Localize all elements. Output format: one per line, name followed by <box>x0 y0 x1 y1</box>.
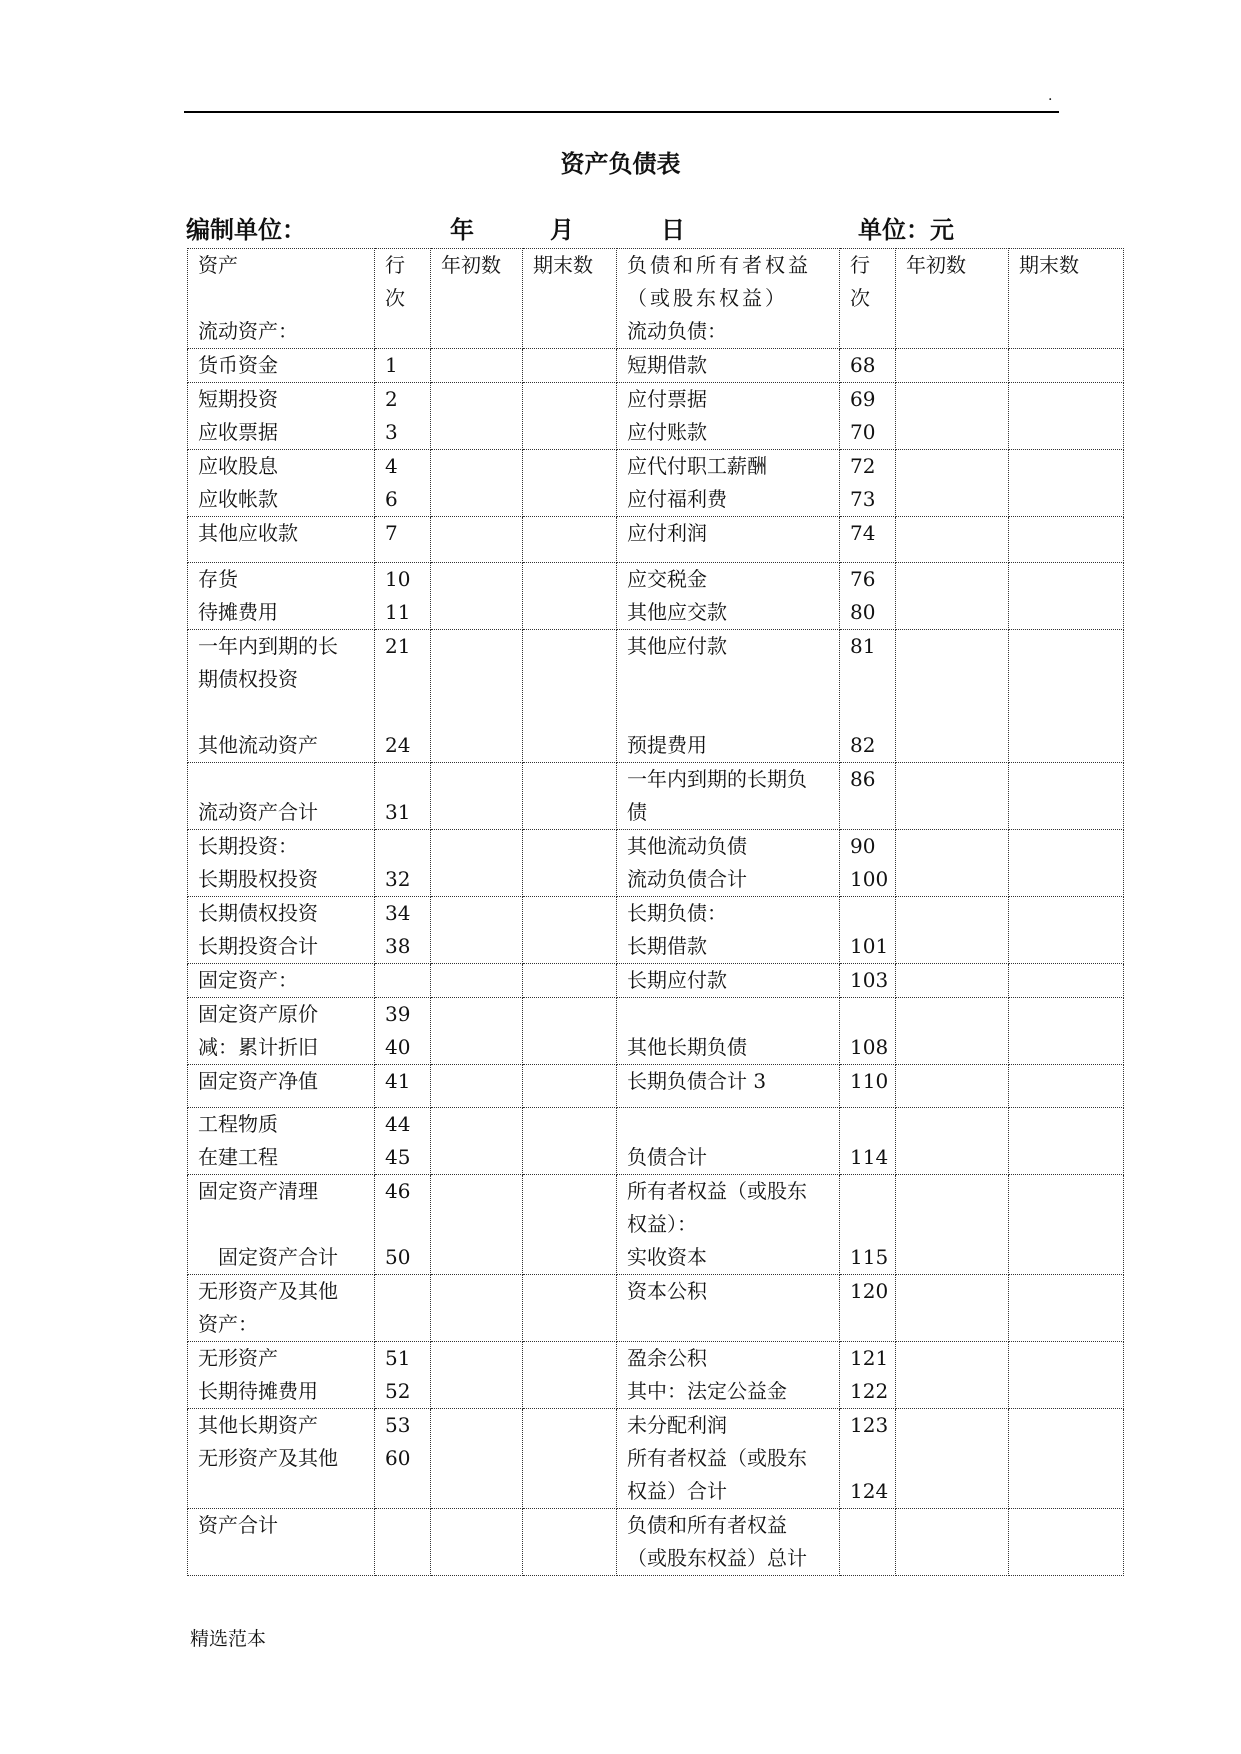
liability-closing-cell <box>1009 383 1124 450</box>
liability-opening-cell <box>896 1342 1009 1409</box>
liability-name-cell <box>617 349 840 383</box>
table-row <box>188 1342 1124 1409</box>
header-opening-2: 年初数 <box>906 253 966 277</box>
table-row <box>188 349 1124 383</box>
header-liabilities: 负债和所有者权益 （或股东权益） <box>627 253 811 310</box>
liability-line-no-cell <box>840 383 896 450</box>
asset-opening-cell <box>431 1509 523 1576</box>
liability-opening-cell <box>896 517 1009 563</box>
page-title: 资产负债表 <box>560 150 681 178</box>
asset-line-no-cell <box>375 1275 431 1342</box>
asset-line-no-cell <box>375 563 431 630</box>
line-number: 69 70 <box>850 387 876 444</box>
asset-item: 固定资产原价 减：累计折旧 <box>198 1002 318 1059</box>
asset-line-no-cell <box>375 450 431 517</box>
liability-closing-cell <box>1009 1108 1124 1175</box>
liability-name-cell <box>617 1175 840 1275</box>
liability-closing-cell <box>1009 763 1124 830</box>
liability-line-no-cell <box>840 830 896 897</box>
asset-opening-cell <box>431 517 523 563</box>
liability-item: 应代付职工薪酬 应付福利费 <box>627 454 767 511</box>
unit-label: 单位：元 <box>858 216 954 244</box>
liability-opening-cell <box>896 964 1009 998</box>
asset-name-cell <box>188 450 375 517</box>
asset-item: 货币资金 <box>198 353 278 377</box>
asset-closing-cell <box>523 1275 617 1342</box>
liability-line-no-cell <box>840 1275 896 1342</box>
liability-item: 负债合计 <box>627 1145 707 1169</box>
liability-name-cell <box>617 450 840 517</box>
liability-line-no-cell <box>840 1175 896 1275</box>
asset-name-cell <box>188 964 375 998</box>
liability-opening-cell <box>896 349 1009 383</box>
liability-closing-cell <box>1009 450 1124 517</box>
liability-item: 其他流动负债 流动负债合计 <box>627 834 747 891</box>
asset-line-no-cell <box>375 964 431 998</box>
liability-opening-cell <box>896 450 1009 517</box>
liability-closing-cell <box>1009 1409 1124 1509</box>
liability-item: 未分配利润 所有者权益（或股东 权益）合计 <box>627 1413 807 1503</box>
line-number: 108 <box>850 1035 889 1059</box>
line-number: 76 80 <box>850 567 876 624</box>
asset-item: 无形资产 长期待摊费用 <box>198 1346 318 1403</box>
liability-closing-cell <box>1009 630 1124 763</box>
liability-name-cell <box>617 1509 840 1576</box>
asset-name-cell <box>188 630 375 763</box>
liability-item: 一年内到期的长期负 债 <box>627 767 807 824</box>
asset-name-cell <box>188 1108 375 1175</box>
asset-item: 其他长期资产 无形资产及其他 <box>198 1413 338 1470</box>
liability-closing-cell <box>1009 964 1124 998</box>
line-number: 90 100 <box>850 834 889 891</box>
month-label: 月 <box>550 216 574 244</box>
liability-opening-cell <box>896 897 1009 964</box>
balance-sheet-table <box>187 248 1124 1576</box>
liability-name-cell <box>617 830 840 897</box>
liability-line-no-cell <box>840 897 896 964</box>
liability-item: 长期应付款 <box>627 968 727 992</box>
liability-line-no-cell <box>840 563 896 630</box>
line-number: 34 38 <box>385 901 411 958</box>
asset-closing-cell <box>523 630 617 763</box>
liability-name-cell <box>617 1275 840 1342</box>
liability-closing-cell <box>1009 1275 1124 1342</box>
header-line-no: 行 次 <box>385 253 405 310</box>
asset-opening-cell <box>431 630 523 763</box>
asset-opening-cell <box>431 1409 523 1509</box>
liability-line-no-cell <box>840 1342 896 1409</box>
asset-closing-cell <box>523 1409 617 1509</box>
liability-line-no-cell <box>840 998 896 1065</box>
asset-item: 一年内到期的长 期债权投资 其他流动资产 <box>198 634 338 757</box>
asset-item: 固定资产： <box>198 968 298 992</box>
line-number: 53 60 <box>385 1413 411 1470</box>
asset-name-cell <box>188 1275 375 1342</box>
line-number: 121 122 <box>850 1346 889 1403</box>
asset-opening-cell <box>431 998 523 1065</box>
table-row <box>188 1409 1124 1509</box>
table-row <box>188 763 1124 830</box>
line-number: 31 <box>385 800 411 824</box>
table-row <box>188 897 1124 964</box>
line-number: 44 45 <box>385 1112 411 1169</box>
asset-line-no-cell <box>375 630 431 763</box>
liability-name-cell <box>617 383 840 450</box>
table-row <box>188 1108 1124 1175</box>
header-opening: 年初数 <box>441 253 501 277</box>
asset-opening-cell <box>431 1342 523 1409</box>
asset-line-no-cell <box>375 383 431 450</box>
asset-opening-cell <box>431 1175 523 1275</box>
current-liabilities-heading: 流动负债： <box>627 319 727 343</box>
table-row <box>188 630 1124 763</box>
liability-line-no-cell <box>840 763 896 830</box>
liability-opening-cell <box>896 998 1009 1065</box>
asset-name-cell <box>188 383 375 450</box>
line-number: 103 <box>850 968 889 992</box>
table-row <box>188 998 1124 1065</box>
asset-closing-cell <box>523 830 617 897</box>
year-label: 年 <box>450 216 474 244</box>
liability-closing-cell <box>1009 1342 1124 1409</box>
liability-closing-cell <box>1009 1065 1124 1108</box>
liability-line-no-cell <box>840 630 896 763</box>
compiler-label: 编制单位： <box>186 216 306 244</box>
asset-name-cell <box>188 998 375 1065</box>
asset-item: 长期投资： 长期股权投资 <box>198 834 318 891</box>
liability-line-no-cell <box>840 517 896 563</box>
asset-item: 工程物质 在建工程 <box>198 1112 278 1169</box>
header-cell-opening-2 <box>896 249 1009 349</box>
asset-opening-cell <box>431 563 523 630</box>
asset-closing-cell <box>523 1108 617 1175</box>
asset-line-no-cell <box>375 1065 431 1108</box>
table-row <box>188 1175 1124 1275</box>
liability-opening-cell <box>896 1275 1009 1342</box>
liability-name-cell <box>617 563 840 630</box>
liability-closing-cell <box>1009 563 1124 630</box>
asset-closing-cell <box>523 349 617 383</box>
header-cell-line-no <box>375 249 431 349</box>
asset-line-no-cell <box>375 897 431 964</box>
asset-name-cell <box>188 563 375 630</box>
liability-line-no-cell <box>840 1509 896 1576</box>
table-row <box>188 964 1124 998</box>
liability-opening-cell <box>896 1509 1009 1576</box>
table-row <box>188 383 1124 450</box>
liability-line-no-cell <box>840 1409 896 1509</box>
line-number: 123 124 <box>850 1413 889 1503</box>
line-number: 51 52 <box>385 1346 411 1403</box>
liability-closing-cell <box>1009 1509 1124 1576</box>
asset-closing-cell <box>523 1509 617 1576</box>
header-cell-line-no-2 <box>840 249 896 349</box>
header-closing-2: 期末数 <box>1019 253 1079 277</box>
asset-line-no-cell <box>375 517 431 563</box>
header-cell-liabilities <box>617 249 840 349</box>
liability-opening-cell <box>896 1108 1009 1175</box>
line-number: 72 73 <box>850 454 876 511</box>
asset-item: 固定资产清理 固定资产合计 <box>198 1179 338 1269</box>
table-row <box>188 517 1124 563</box>
liability-item: 负债和所有者权益 （或股东权益）总计 <box>627 1513 807 1570</box>
liability-name-cell <box>617 763 840 830</box>
asset-closing-cell <box>523 1175 617 1275</box>
header-assets: 资产 <box>198 253 238 277</box>
line-number: 46 50 <box>385 1179 411 1269</box>
footer-note: 精选范本 <box>190 1628 267 1650</box>
liability-item: 所有者权益（或股东 权益）： 实收资本 <box>627 1179 807 1269</box>
asset-line-no-cell <box>375 349 431 383</box>
line-number: 1 <box>385 353 398 377</box>
line-number: 74 <box>850 521 876 545</box>
asset-opening-cell <box>431 1275 523 1342</box>
asset-closing-cell <box>523 1342 617 1409</box>
liability-opening-cell <box>896 630 1009 763</box>
asset-item: 固定资产净值 <box>198 1069 318 1093</box>
line-number: 41 <box>385 1069 411 1093</box>
liability-opening-cell <box>896 1065 1009 1108</box>
liability-closing-cell <box>1009 998 1124 1065</box>
line-number: 4 6 <box>385 454 398 511</box>
asset-item: 应收股息 应收帐款 <box>198 454 278 511</box>
liability-line-no-cell <box>840 1065 896 1108</box>
liability-name-cell <box>617 517 840 563</box>
table-row <box>188 450 1124 517</box>
liability-name-cell <box>617 630 840 763</box>
asset-name-cell <box>188 1409 375 1509</box>
asset-line-no-cell <box>375 1409 431 1509</box>
asset-closing-cell <box>523 383 617 450</box>
asset-closing-cell <box>523 897 617 964</box>
liability-name-cell <box>617 964 840 998</box>
asset-line-no-cell <box>375 1342 431 1409</box>
liability-closing-cell <box>1009 517 1124 563</box>
line-number: 110 <box>850 1069 889 1093</box>
liability-name-cell <box>617 998 840 1065</box>
header-cell-closing-2 <box>1009 249 1124 349</box>
header-cell-opening <box>431 249 523 349</box>
liability-item: 应付票据 应付账款 <box>627 387 707 444</box>
asset-item: 长期债权投资 长期投资合计 <box>198 901 318 958</box>
liability-line-no-cell <box>840 450 896 517</box>
line-number: 86 <box>850 767 876 791</box>
asset-name-cell <box>188 1509 375 1576</box>
liability-item: 资本公积 <box>627 1279 707 1303</box>
asset-item: 存货 待摊费用 <box>198 567 278 624</box>
line-number: 32 <box>385 867 411 891</box>
asset-item: 其他应收款 <box>198 521 298 545</box>
asset-name-cell <box>188 1065 375 1108</box>
asset-name-cell <box>188 1175 375 1275</box>
header-row <box>188 249 1124 349</box>
table-row <box>188 830 1124 897</box>
line-number: 114 <box>850 1145 889 1169</box>
liability-opening-cell <box>896 563 1009 630</box>
asset-line-no-cell <box>375 1175 431 1275</box>
asset-line-no-cell <box>375 830 431 897</box>
line-number: 81 82 <box>850 634 876 757</box>
liability-opening-cell <box>896 763 1009 830</box>
header-cell-closing <box>523 249 617 349</box>
liability-name-cell <box>617 1409 840 1509</box>
liability-item: 应交税金 其他应交款 <box>627 567 727 624</box>
liability-opening-cell <box>896 1409 1009 1509</box>
asset-name-cell <box>188 897 375 964</box>
liability-name-cell <box>617 1065 840 1108</box>
line-number: 115 <box>850 1245 889 1269</box>
asset-item: 无形资产及其他 资产： <box>198 1279 338 1336</box>
table-row <box>188 563 1124 630</box>
asset-opening-cell <box>431 763 523 830</box>
asset-line-no-cell <box>375 998 431 1065</box>
line-number: 10 11 <box>385 567 411 624</box>
asset-item: 流动资产合计 <box>198 800 318 824</box>
liability-opening-cell <box>896 830 1009 897</box>
asset-closing-cell <box>523 450 617 517</box>
asset-opening-cell <box>431 964 523 998</box>
asset-opening-cell <box>431 349 523 383</box>
table-row <box>188 1275 1124 1342</box>
liability-item: 长期负债合计 3 <box>627 1069 767 1093</box>
asset-closing-cell <box>523 1065 617 1108</box>
asset-item: 短期投资 应收票据 <box>198 387 278 444</box>
asset-closing-cell <box>523 763 617 830</box>
liability-item: 盈余公积 其中：法定公益金 <box>627 1346 787 1403</box>
liability-closing-cell <box>1009 1175 1124 1275</box>
line-number: 21 24 <box>385 634 411 757</box>
line-number: 7 <box>385 521 398 545</box>
liability-line-no-cell <box>840 964 896 998</box>
line-number: 2 3 <box>385 387 398 444</box>
asset-closing-cell <box>523 563 617 630</box>
asset-name-cell <box>188 1342 375 1409</box>
asset-opening-cell <box>431 830 523 897</box>
asset-name-cell <box>188 349 375 383</box>
asset-closing-cell <box>523 517 617 563</box>
asset-closing-cell <box>523 998 617 1065</box>
header-mark: . <box>1048 88 1053 104</box>
line-number: 68 <box>850 353 876 377</box>
line-number: 39 40 <box>385 1002 411 1059</box>
liability-line-no-cell <box>840 349 896 383</box>
day-label: 日 <box>661 216 685 244</box>
liability-closing-cell <box>1009 349 1124 383</box>
liability-item: 短期借款 <box>627 353 707 377</box>
liability-item: 应付利润 <box>627 521 707 545</box>
asset-line-no-cell <box>375 1108 431 1175</box>
liability-name-cell <box>617 1342 840 1409</box>
asset-item: 资产合计 <box>198 1513 278 1537</box>
line-number: 120 <box>850 1279 889 1303</box>
header-closing: 期末数 <box>533 253 593 277</box>
asset-opening-cell <box>431 450 523 517</box>
liability-opening-cell <box>896 1175 1009 1275</box>
header-cell-assets <box>188 249 375 349</box>
liability-line-no-cell <box>840 1108 896 1175</box>
asset-closing-cell <box>523 964 617 998</box>
liability-name-cell <box>617 1108 840 1175</box>
liability-name-cell <box>617 897 840 964</box>
asset-name-cell <box>188 517 375 563</box>
liability-closing-cell <box>1009 897 1124 964</box>
line-number: 101 <box>850 934 889 958</box>
asset-line-no-cell <box>375 1509 431 1576</box>
header-line-no-2: 行 次 <box>850 253 870 310</box>
asset-name-cell <box>188 830 375 897</box>
liability-item: 其他长期负债 <box>627 1035 747 1059</box>
liability-closing-cell <box>1009 830 1124 897</box>
table-row <box>188 1065 1124 1108</box>
asset-opening-cell <box>431 1065 523 1108</box>
asset-line-no-cell <box>375 763 431 830</box>
header-rule <box>184 111 1059 113</box>
asset-opening-cell <box>431 383 523 450</box>
current-assets-heading: 流动资产： <box>198 319 298 343</box>
asset-opening-cell <box>431 897 523 964</box>
liability-item: 其他应付款 预提费用 <box>627 634 727 757</box>
table-row <box>188 1509 1124 1576</box>
asset-name-cell <box>188 763 375 830</box>
liability-opening-cell <box>896 383 1009 450</box>
asset-opening-cell <box>431 1108 523 1175</box>
liability-item: 长期负债： 长期借款 <box>627 901 727 958</box>
